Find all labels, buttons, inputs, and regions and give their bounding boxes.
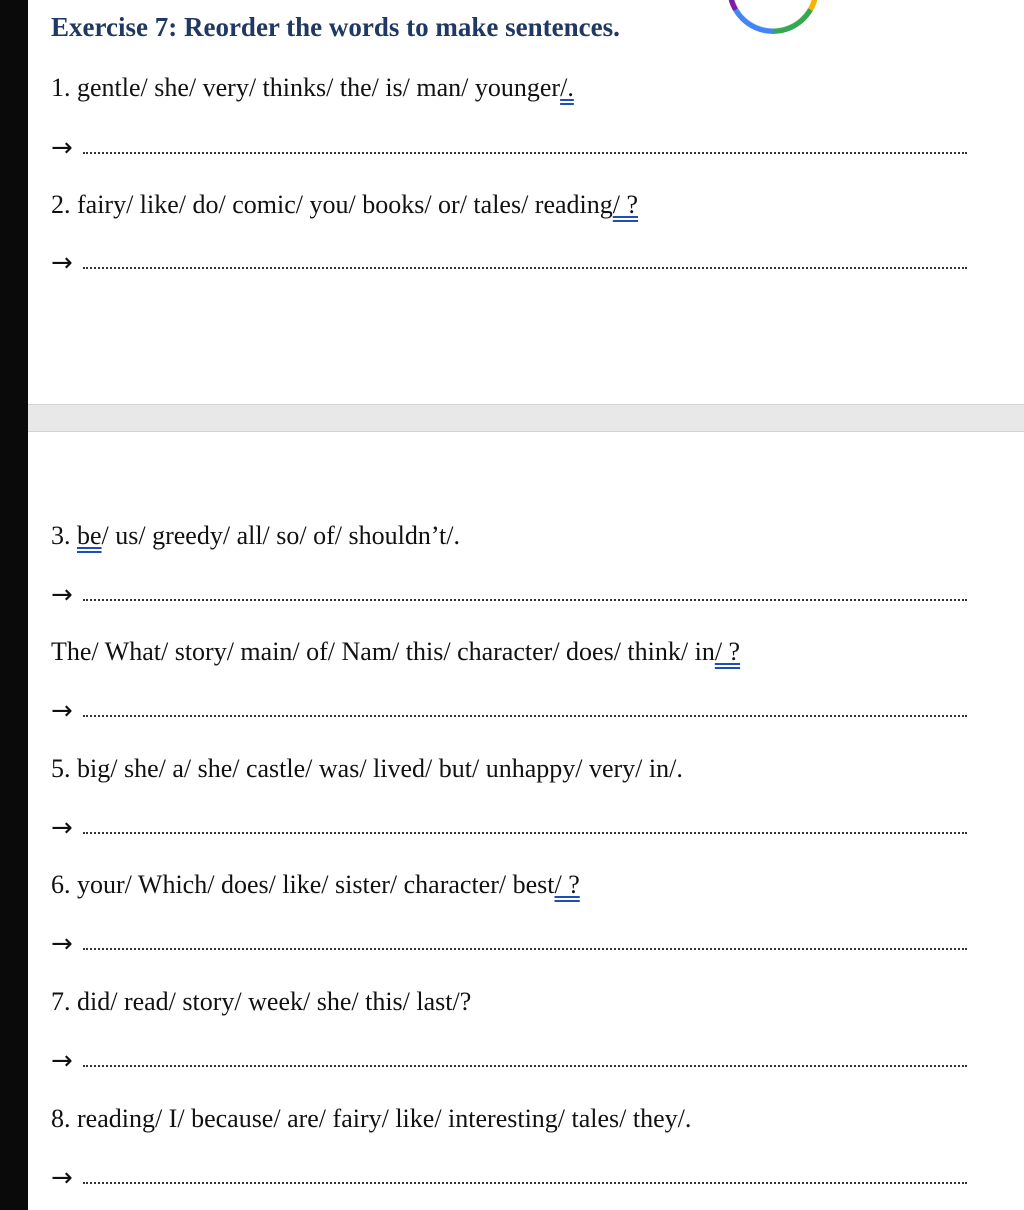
arrow-icon: →	[51, 248, 73, 278]
arrow-icon: →	[51, 1046, 73, 1076]
answer-line-2[interactable]	[51, 246, 967, 280]
arrow-icon: →	[51, 929, 73, 959]
answer-line-4[interactable]	[51, 694, 967, 728]
question-2	[51, 188, 638, 222]
left-dark-border	[0, 0, 28, 1210]
answer-line-8[interactable]	[51, 1161, 967, 1195]
question-6	[51, 868, 580, 902]
question-end-mark: / ?	[714, 637, 741, 666]
answer-line-3[interactable]	[51, 578, 967, 612]
dotted-answer-line	[83, 948, 967, 950]
question-underlined-word: be	[77, 521, 102, 550]
dotted-answer-line	[83, 267, 967, 269]
question-5	[51, 752, 683, 786]
answer-line-7[interactable]	[51, 1044, 967, 1078]
question-text: / us/ greedy/ all/ so/ of/ shouldn’t/.	[101, 521, 460, 550]
question-text: The/ What/ story/ main/ of/ Nam/ this/ character/ does/ think/ in	[51, 637, 715, 666]
dotted-answer-line	[83, 715, 967, 717]
dotted-answer-line	[83, 832, 967, 834]
question-end-mark: / ?	[554, 870, 580, 899]
dotted-answer-line	[83, 599, 967, 601]
question-end-mark: / ?	[612, 190, 639, 219]
answer-line-6[interactable]	[51, 927, 967, 961]
question-4	[51, 635, 740, 669]
question-text: 6. your/ Which/ does/ like/ sister/ character/ best	[51, 870, 555, 899]
dotted-answer-line	[83, 1065, 967, 1067]
question-8	[51, 1102, 691, 1136]
colorful-ring-icon	[727, 0, 819, 34]
question-end-mark: /.	[560, 73, 574, 102]
question-text: 2. fairy/ like/ do/ comic/ you/ books/ or/ tales/ reading	[51, 190, 613, 219]
question-text: 1. gentle/ she/ very/ thinks/ the/ is/ man/ younger	[51, 73, 561, 102]
page-break	[28, 404, 1024, 432]
answer-line-5[interactable]	[51, 811, 967, 845]
exercise-title: Exercise 7: Reorder the words to make sentences.	[51, 12, 620, 42]
arrow-icon: →	[51, 1163, 73, 1193]
question-3	[51, 519, 460, 553]
dotted-answer-line	[83, 1182, 967, 1184]
question-text: 8. reading/ I/ because/ are/ fairy/ like/ interesting/ tales/ they/.	[51, 1104, 692, 1133]
question-text: 7. did/ read/ story/ week/ she/ this/ last/?	[51, 987, 472, 1016]
arrow-icon: →	[51, 133, 73, 163]
dotted-answer-line	[83, 152, 967, 154]
answer-line-1[interactable]	[51, 131, 967, 165]
arrow-icon: →	[51, 580, 73, 610]
question-text: 5. big/ she/ a/ she/ castle/ was/ lived/ but/ unhappy/ very/ in/.	[51, 754, 683, 783]
arrow-icon: →	[51, 696, 73, 726]
arrow-icon: →	[51, 813, 73, 843]
question-7	[51, 985, 471, 1019]
question-1	[51, 71, 574, 105]
question-number: 3.	[51, 521, 77, 550]
